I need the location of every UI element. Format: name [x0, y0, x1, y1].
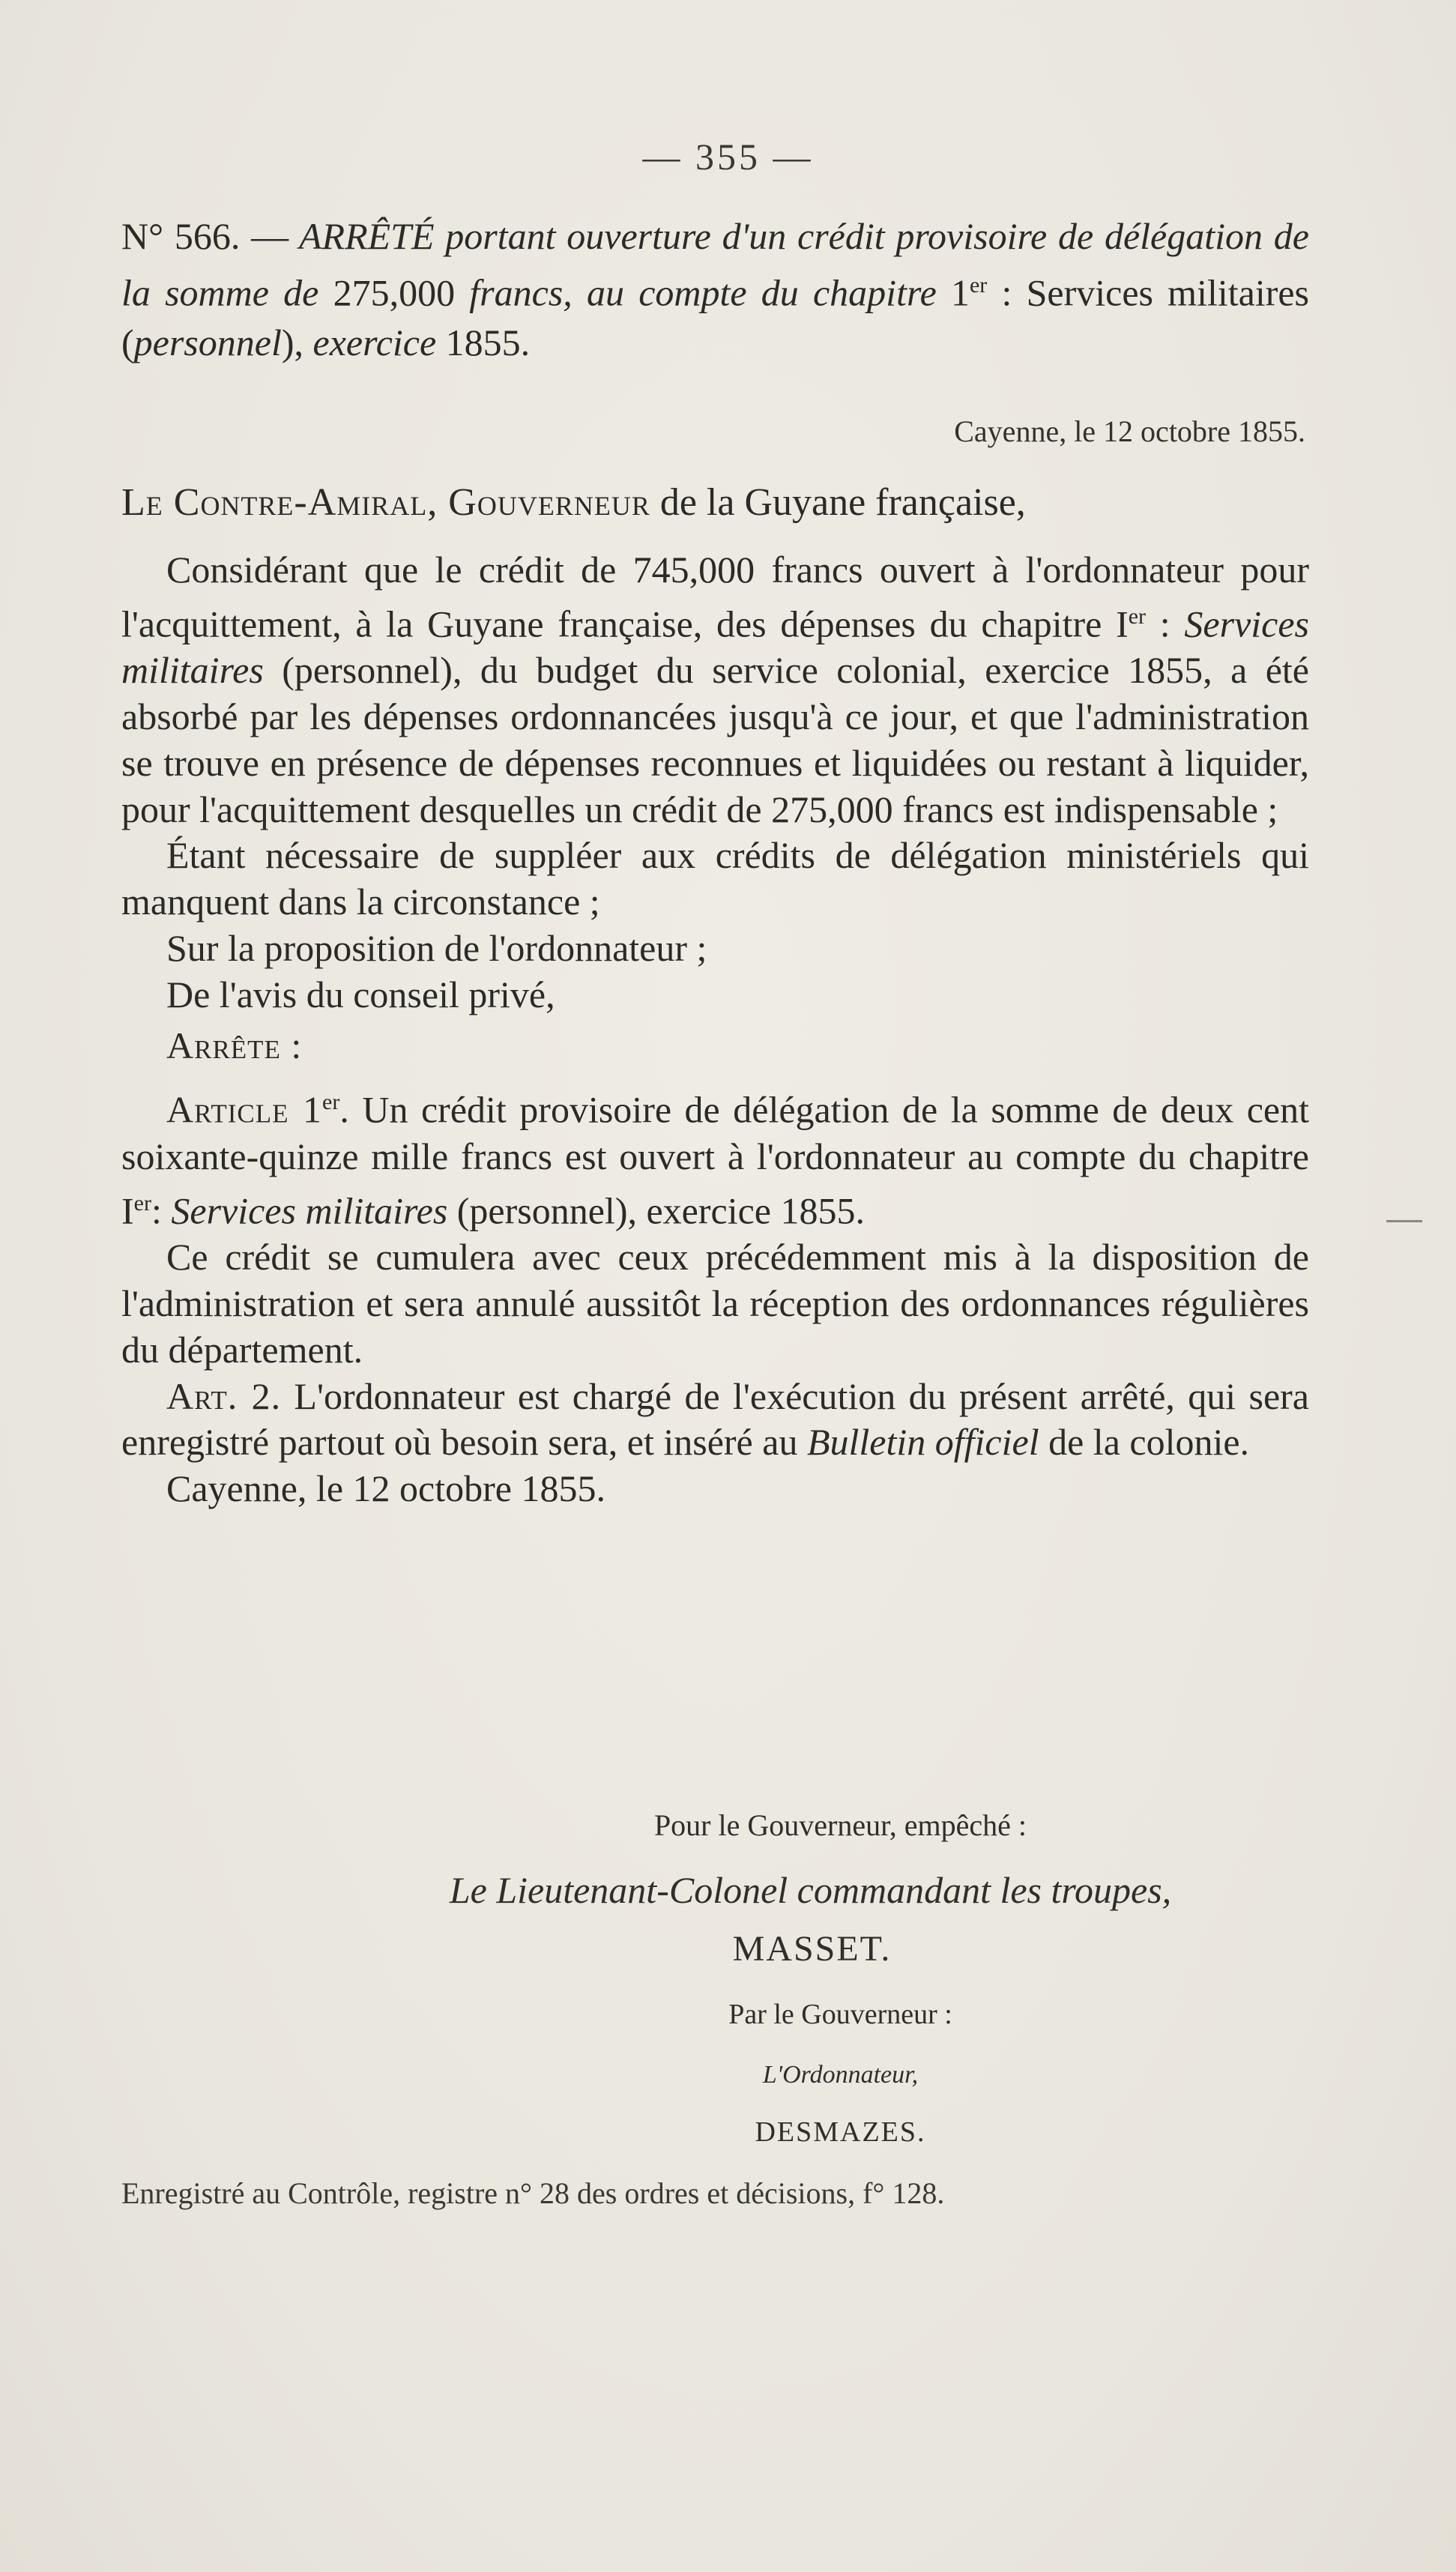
decree-title-part: : Services militaires ( [121, 271, 1310, 363]
dateline: Cayenne, le 12 octobre 1855. [954, 414, 1305, 448]
registration-note: Enregistré au Contrôle, registre n° 28 des ordres et décisions, f° 128. [121, 2176, 945, 2210]
article-label: Art. 2. [166, 1374, 282, 1417]
text-run: (personnel), exercice 1855. [447, 1189, 865, 1232]
decree-title-part: portant ouverture d'un crédit provisoire de délégation de la somme de [121, 215, 1309, 314]
preamble [121, 480, 1309, 526]
decree-title-part: francs, au compte du chapitre [455, 271, 951, 314]
decree-title-part: ), [281, 321, 313, 363]
preamble-label: Le Contre-Amiral, Gouverneur [121, 481, 650, 524]
paragraph-proposition: Sur la proposition de l'ordonnateur ; [166, 927, 707, 970]
signature-name-desmazes: DESMAZES. [755, 2116, 926, 2148]
preamble-rest: de la Guyane française, [650, 481, 1026, 524]
margin-mark [1386, 1220, 1422, 1222]
italic-run: Services militaires [171, 1189, 448, 1232]
text-run: : [151, 1189, 172, 1232]
decree-year: 1855. [436, 321, 531, 363]
decree-amount: 275,000 [333, 271, 456, 314]
signature-par-gouverneur: Par le Gouverneur : [728, 1999, 952, 2030]
superscript: er [133, 1190, 151, 1216]
italic-run: Bulletin officiel [806, 1421, 1039, 1464]
signature-title-lieutenant: Le Lieutenant-Colonel commandant les troupes, [449, 1869, 1172, 1911]
paragraph-arrete: Arrête : [166, 1024, 303, 1066]
article-2 [121, 1374, 1309, 1467]
decree-title [121, 211, 1309, 367]
superscript: er [322, 1090, 340, 1115]
page-number: — 355 — [642, 136, 814, 178]
paragraph-avis: De l'avis du conseil privé, [166, 973, 555, 1015]
paragraph-cumul: Ce crédit se cumulera avec ceux précédemment mis à la disposition de l'administration et sera annulé aussitôt la réception des ordonnances régulières du département. [121, 1236, 1309, 1371]
superscript: er [1128, 603, 1147, 629]
text-run: Considérant que le crédit de 745,000 francs ouvert à l'ordonnateur pour l'acquittement, à la Guyane française, des dépenses du chapitre I [121, 549, 1309, 645]
paragraph-considerant [121, 547, 1309, 833]
signature-name-masset: MASSET. [732, 1929, 892, 1969]
decree-title-part: exercice [312, 321, 437, 363]
text-run: . Un crédit provisoire de délégation de la somme de deux cent soixante-quinze mille francs est ouvert à l'ordonnateur au compte du chapitre I [121, 1089, 1309, 1232]
article-label: Article 1 [166, 1089, 323, 1132]
closing-date: Cayenne, le 12 octobre 1855. [166, 1467, 605, 1510]
text-run: de la colonie. [1039, 1421, 1250, 1464]
text-run: (personnel), du budget du service colonial, exercice 1855, a été absorbé par les dépenses ordonnancées jusqu'à ce jour, et que l'administration se trouve en présence de dépenses reconnues et liquidées ou restant à liquider, pour l'acquittement desquelles un crédit de 275,000 francs est indispensable ; [121, 649, 1309, 830]
decree-body [121, 547, 1309, 1512]
paragraph-etant: Étant nécessaire de suppléer aux crédits de délégation ministériels qui manquent dans la circonstance ; [121, 834, 1309, 923]
text-run: : [1146, 603, 1185, 645]
decree-title-heading: ARRÊTÉ [289, 215, 446, 257]
decree-chapter: 1 [950, 271, 970, 314]
decree-number: N° 566. — [121, 215, 289, 257]
decree-title-part: personnel [133, 321, 282, 363]
signature-pour-gouverneur: Pour le Gouverneur, empêché : [653, 1808, 1027, 1842]
article-1 [121, 1079, 1309, 1234]
signature-title-ordonnateur: L'Ordonnateur, [762, 2061, 919, 2089]
italic-run: Services militaires [121, 603, 1309, 692]
text-run: L'ordonnateur est chargé de l'exécution du présent arrêté, qui sera enregistré partout où besoin sera, et inséré au [121, 1374, 1309, 1464]
decree-chapter-sup: er [969, 273, 988, 298]
